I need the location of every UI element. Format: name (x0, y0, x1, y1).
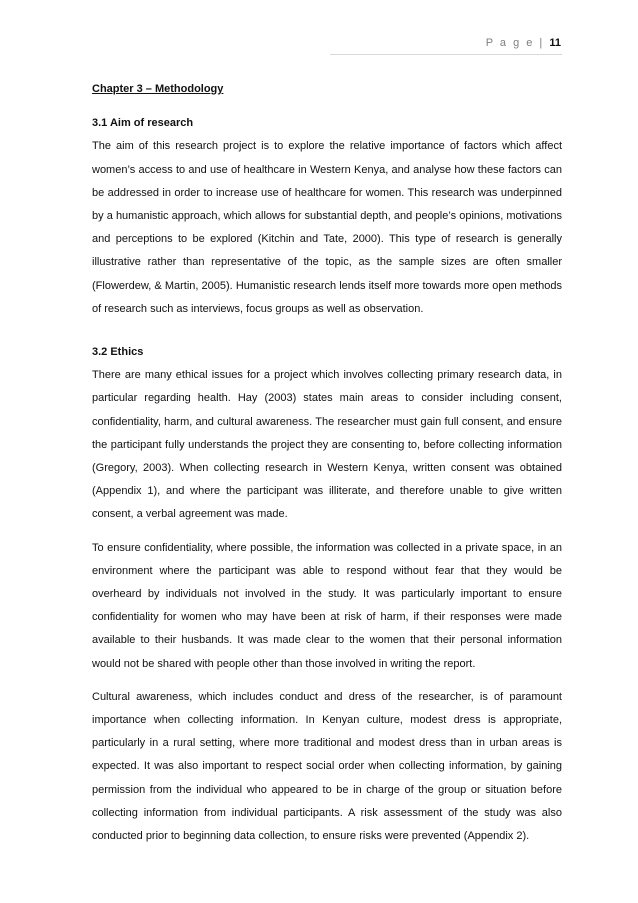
page-label: P a g e | (485, 37, 545, 49)
page-number: 11 (549, 37, 561, 49)
paragraph-ethics-1: There are many ethical issues for a project which involves collecting primary research data, in particular regarding health. Hay (2003) states main areas to consider including consent, confidentiality, harm, and cultural awareness. The researcher must gain full consent, and ensure the participant fully understands the project they are consenting to, before collecting information (Gregory, 2003). When collecting research in Western Kenya, written consent was obtained (Appendix 1), and where the participant was illiterate, and therefore unable to give written consent, a verbal agreement was made. (92, 369, 562, 521)
section-heading-ethics: 3.2 Ethics (92, 346, 144, 359)
paragraph-ethics-2: To ensure confidentiality, where possible, the information was collected in a private space, in an environment where the participant was able to respond without fear that they would be overheard by individuals not involved in the study. It was particularly important to ensure confidentiality for women who may have been at risk of harm, if their responses were made available to their husbands. It was made clear to the women that their personal information would not be shared with people other than those involved in writing the report. (92, 541, 562, 670)
section-heading-aim: 3.1 Aim of research (92, 117, 194, 130)
section-spacer (92, 331, 562, 341)
document-body (92, 78, 562, 858)
paragraph-aim: The aim of this research project is to explore the relative importance of factors which affect women’s access to and use of healthcare in Western Kenya, and analyse how these factors can be addressed in order to increase use of healthcare for women. This research was underpinned by a humanistic approach, which allows for substantial depth, and people’s opinions, motivations and perceptions to be explored (Kitchin and Tate, 2000). This type of research is generally illustrative rather than representative of the topic, as the sample sizes are often smaller (Flowerdew, & Martin, 2005). Humanistic research lends itself more towards more open methods of research such as interviews, focus groups as well as observation. (92, 140, 562, 315)
page-header (486, 37, 561, 49)
chapter-title: Chapter 3 – Methodology (92, 83, 224, 95)
header-divider (330, 54, 562, 55)
paragraph-ethics-3: Cultural awareness, which includes conduct and dress of the researcher, is of paramount importance when collecting information. In Kenyan culture, modest dress is appropriate, particularly in a rural setting, where more traditional and modest dress than in urban areas is expected. It was also important to respect social order when collecting information, by gaining permission from the individual who appeared to be in charge of the group or situation before collecting information from individual participants. A risk assessment of the study was also conducted prior to beginning data collection, to ensure risks were prevented (Appendix 2). (92, 690, 562, 843)
